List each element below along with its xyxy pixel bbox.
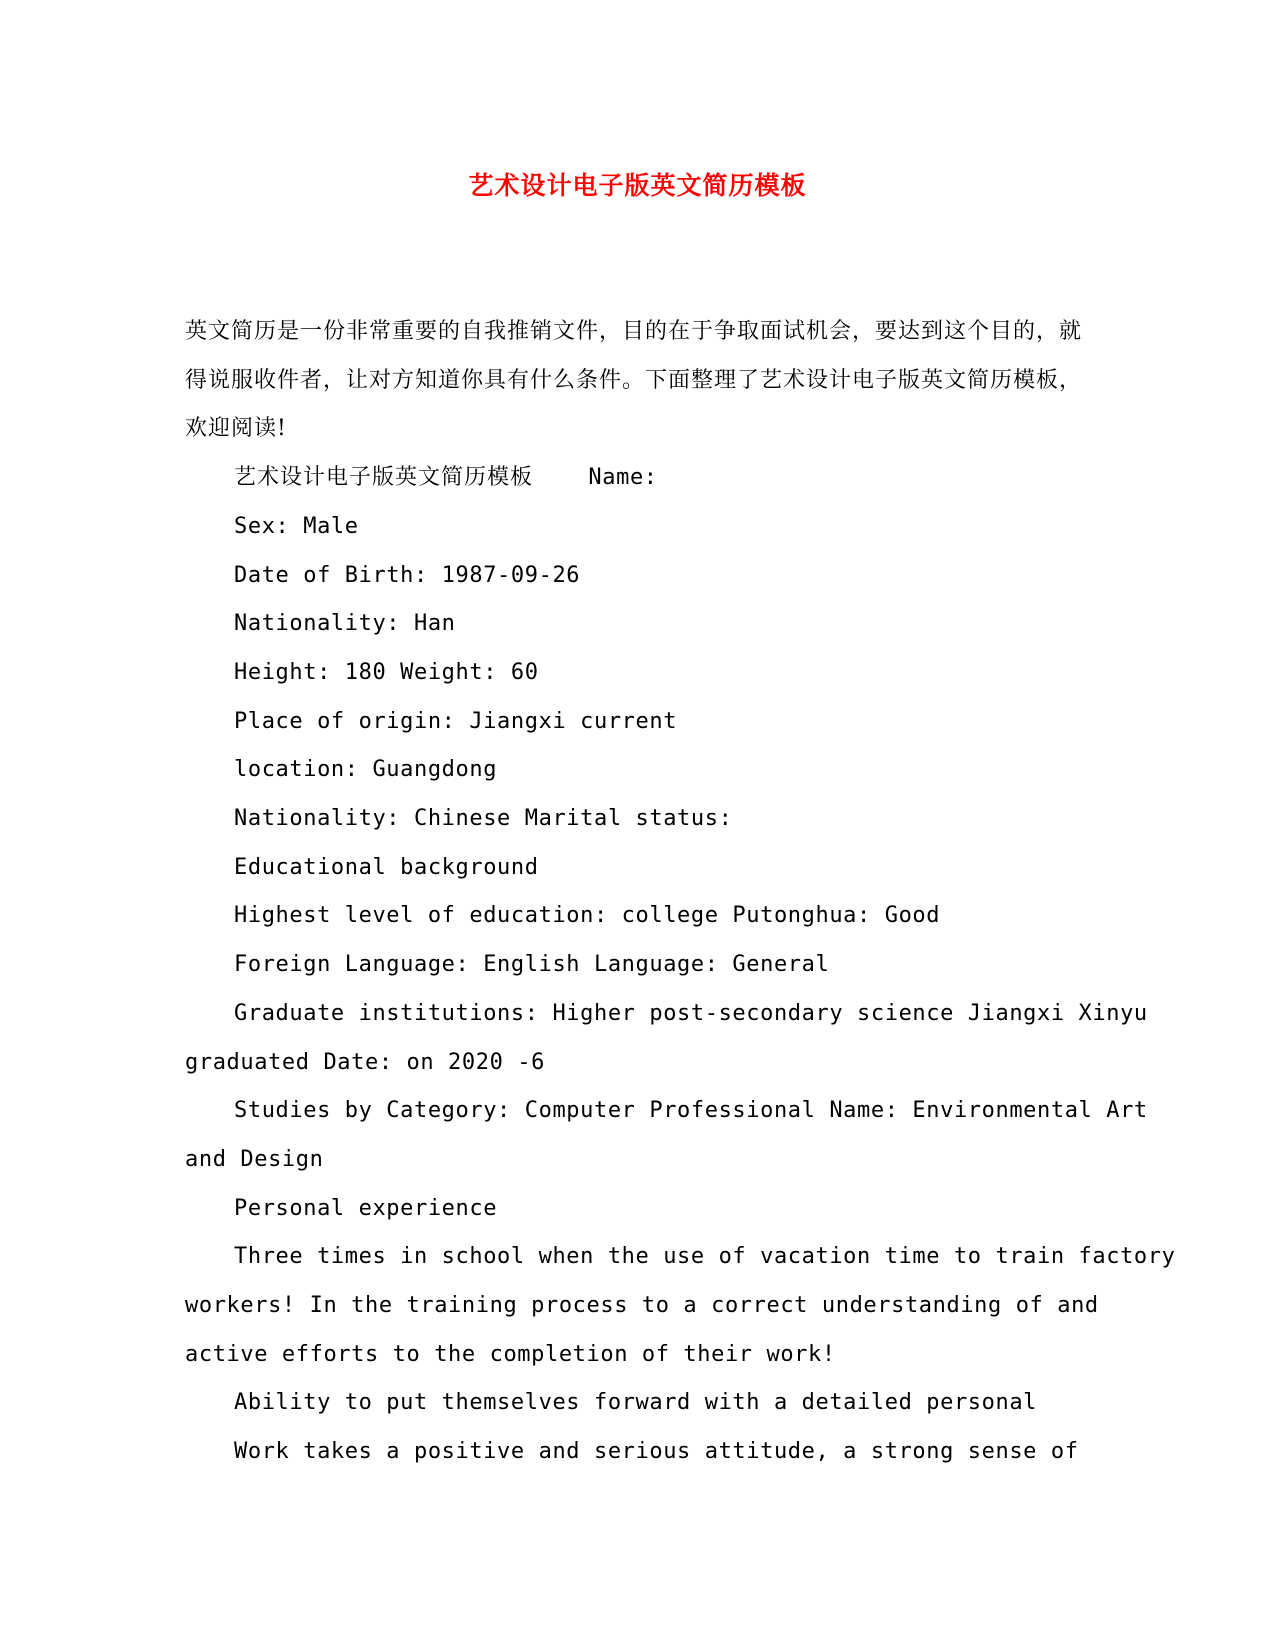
- nationality-line: Nationality: Han: [234, 611, 456, 637]
- origin-line: Place of origin: Jiangxi current: [234, 708, 678, 734]
- education-heading: Educational background: [234, 854, 539, 880]
- document-title: 艺术设计电子版英文简历模板: [468, 171, 807, 200]
- ability-line: Ability to put themselves forward with a detailed personal: [234, 1390, 1038, 1416]
- experience-line: workers! In the training process to a correct understanding of and: [185, 1293, 1099, 1319]
- work-line: Work takes a positive and serious attitude, a strong sense of: [234, 1439, 1079, 1465]
- heading-line: [185, 454, 1090, 503]
- studies-line: Studies by Category: Computer Professional Name: Environmental Art: [234, 1098, 1148, 1124]
- document-body: [185, 308, 1176, 1477]
- graduate-date-line: graduated Date: on 2020 -6: [185, 1049, 545, 1075]
- location-line: location: Guangdong: [234, 757, 498, 783]
- studies-continued-line: and Design: [185, 1146, 324, 1172]
- experience-line: active efforts to the completion of their work!: [185, 1341, 836, 1367]
- height-weight-line: Height: 180 Weight: 60: [234, 659, 539, 685]
- education-line: Highest level of education: college Putonghua: Good: [234, 903, 941, 929]
- name-label: Name:: [588, 465, 658, 491]
- graduate-line: Graduate institutions: Higher post-secondary science Jiangxi Xinyu: [234, 1000, 1148, 1026]
- intro-paragraph: 英文简历是一份非常重要的自我推销文件，目的在于争取面试机会，要达到这个目的，就得说服收件者，让对方知道你具有什么条件。下面整理了艺术设计电子版英文简历模板，欢迎阅读!: [185, 319, 1083, 442]
- marital-line: Nationality: Chinese Marital status:: [234, 806, 733, 832]
- dob-line: Date of Birth: 1987-09-26: [234, 562, 581, 588]
- experience-heading: Personal experience: [234, 1195, 498, 1221]
- heading-cn: 艺术设计电子版英文简历模板: [234, 465, 534, 491]
- sex-line: Sex: Male: [234, 513, 359, 539]
- experience-line: Three times in school when the use of vacation time to train factory: [234, 1244, 1176, 1270]
- language-line: Foreign Language: English Language: General: [234, 952, 830, 978]
